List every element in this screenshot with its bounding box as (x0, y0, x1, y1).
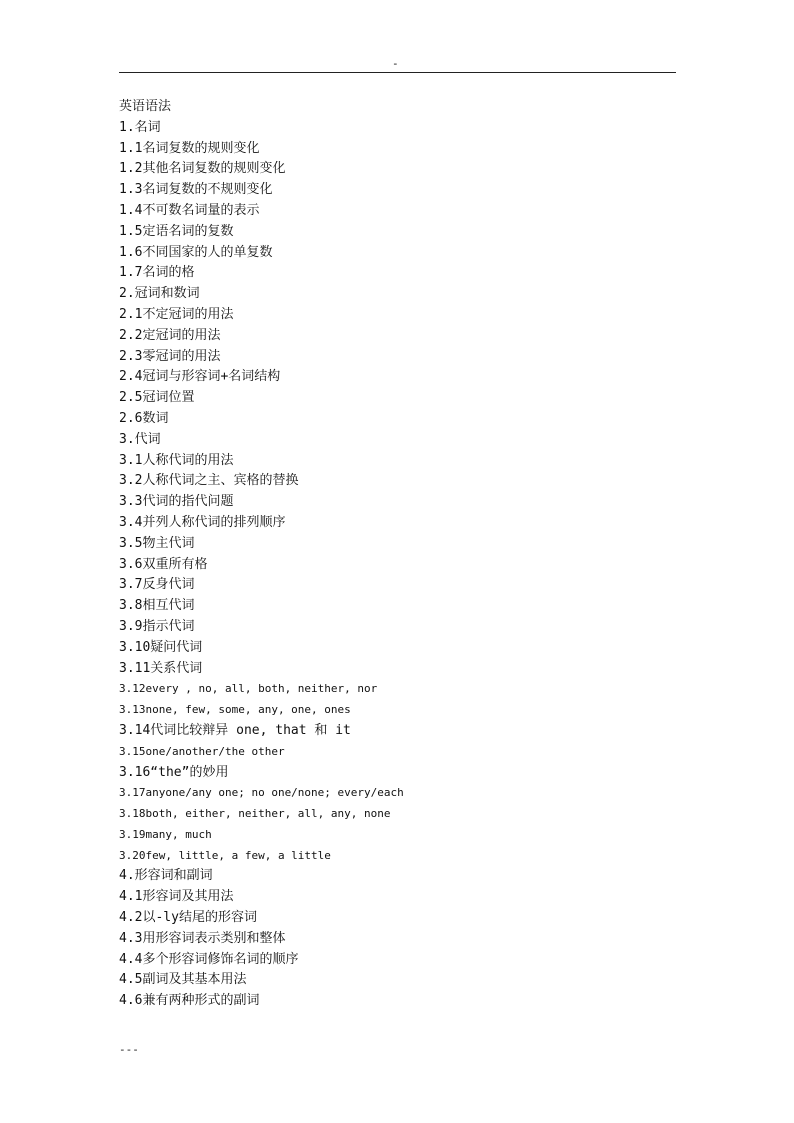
toc-item: 3.3代词的指代问题 (119, 494, 234, 510)
toc-item: 4.1形容词及其用法 (119, 889, 234, 905)
toc-item: 3.6双重所有格 (119, 556, 208, 572)
toc-item: 2.4冠词与形容词+名词结构 (119, 369, 281, 385)
toc-item: 1.1名词复数的规则变化 (119, 140, 260, 156)
footer-mark: --- (119, 1043, 139, 1056)
toc-item: 4.2以-ly结尾的形容词 (119, 910, 257, 926)
toc-item: 2.2定冠词的用法 (119, 327, 221, 343)
toc-item: 3.14代词比较辩异 one, that 和 it (119, 722, 351, 738)
toc-item: 3.12every , no, all, both, neither, nor (119, 682, 378, 696)
toc-item: 3.11关系代词 (119, 660, 203, 676)
toc-item: 3.4并列人称代词的排列顺序 (119, 514, 286, 530)
toc-item: 3.9指示代词 (119, 618, 195, 634)
toc-item: 2.5冠词位置 (119, 390, 195, 406)
toc-item: 1.5定语名词的复数 (119, 223, 234, 239)
toc-item: 3.15one/another/the other (119, 744, 285, 758)
header-rule (119, 72, 676, 73)
toc-item: 4.5副词及其基本用法 (119, 972, 247, 988)
toc-item: 3.1人称代词的用法 (119, 452, 234, 468)
toc-item: 4.4多个形容词修饰名词的顺序 (119, 951, 299, 967)
toc-item: 3.16“the”的妙用 (119, 764, 229, 780)
toc-item: 3.8相互代词 (119, 598, 195, 614)
toc-item: 3.19many, much (119, 827, 212, 841)
toc-chapter-pronouns: 3.代词 (119, 431, 161, 447)
toc-item: 3.18both, either, neither, all, any, none (119, 807, 391, 821)
toc-item: 3.5物主代词 (119, 535, 195, 551)
toc-item: 2.1不定冠词的用法 (119, 306, 234, 322)
toc-item: 3.10疑问代词 (119, 639, 203, 655)
toc-item: 2.6数词 (119, 410, 169, 426)
toc-chapter-articles-numerals: 2.冠词和数词 (119, 286, 200, 302)
toc-item: 1.7名词的格 (119, 265, 195, 281)
toc-item: 1.2其他名词复数的规则变化 (119, 161, 286, 177)
toc-item: 1.4不可数名词量的表示 (119, 202, 260, 218)
table-of-contents (119, 97, 679, 1012)
header-mark: - (392, 57, 399, 70)
toc-item: 2.3零冠词的用法 (119, 348, 221, 364)
toc-item: 1.6不同国家的人的单复数 (119, 244, 273, 260)
toc-item: 3.17anyone/any one; no one/none; every/each (119, 786, 404, 800)
toc-item: 4.3用形容词表示类别和整体 (119, 930, 286, 946)
toc-item: 4.6兼有两种形式的副词 (119, 993, 260, 1009)
toc-item: 3.20few, little, a few, a little (119, 848, 331, 862)
toc-item: 3.13none, few, some, any, one, ones (119, 703, 351, 717)
toc-chapter-nouns: 1.名词 (119, 119, 161, 135)
toc-item: 3.2人称代词之主、宾格的替换 (119, 473, 299, 489)
toc-title: 英语语法 (119, 99, 172, 114)
toc-item: 1.3名词复数的不规则变化 (119, 182, 273, 198)
toc-item: 3.7反身代词 (119, 577, 195, 593)
toc-chapter-adjectives-adverbs: 4.形容词和副词 (119, 868, 213, 884)
